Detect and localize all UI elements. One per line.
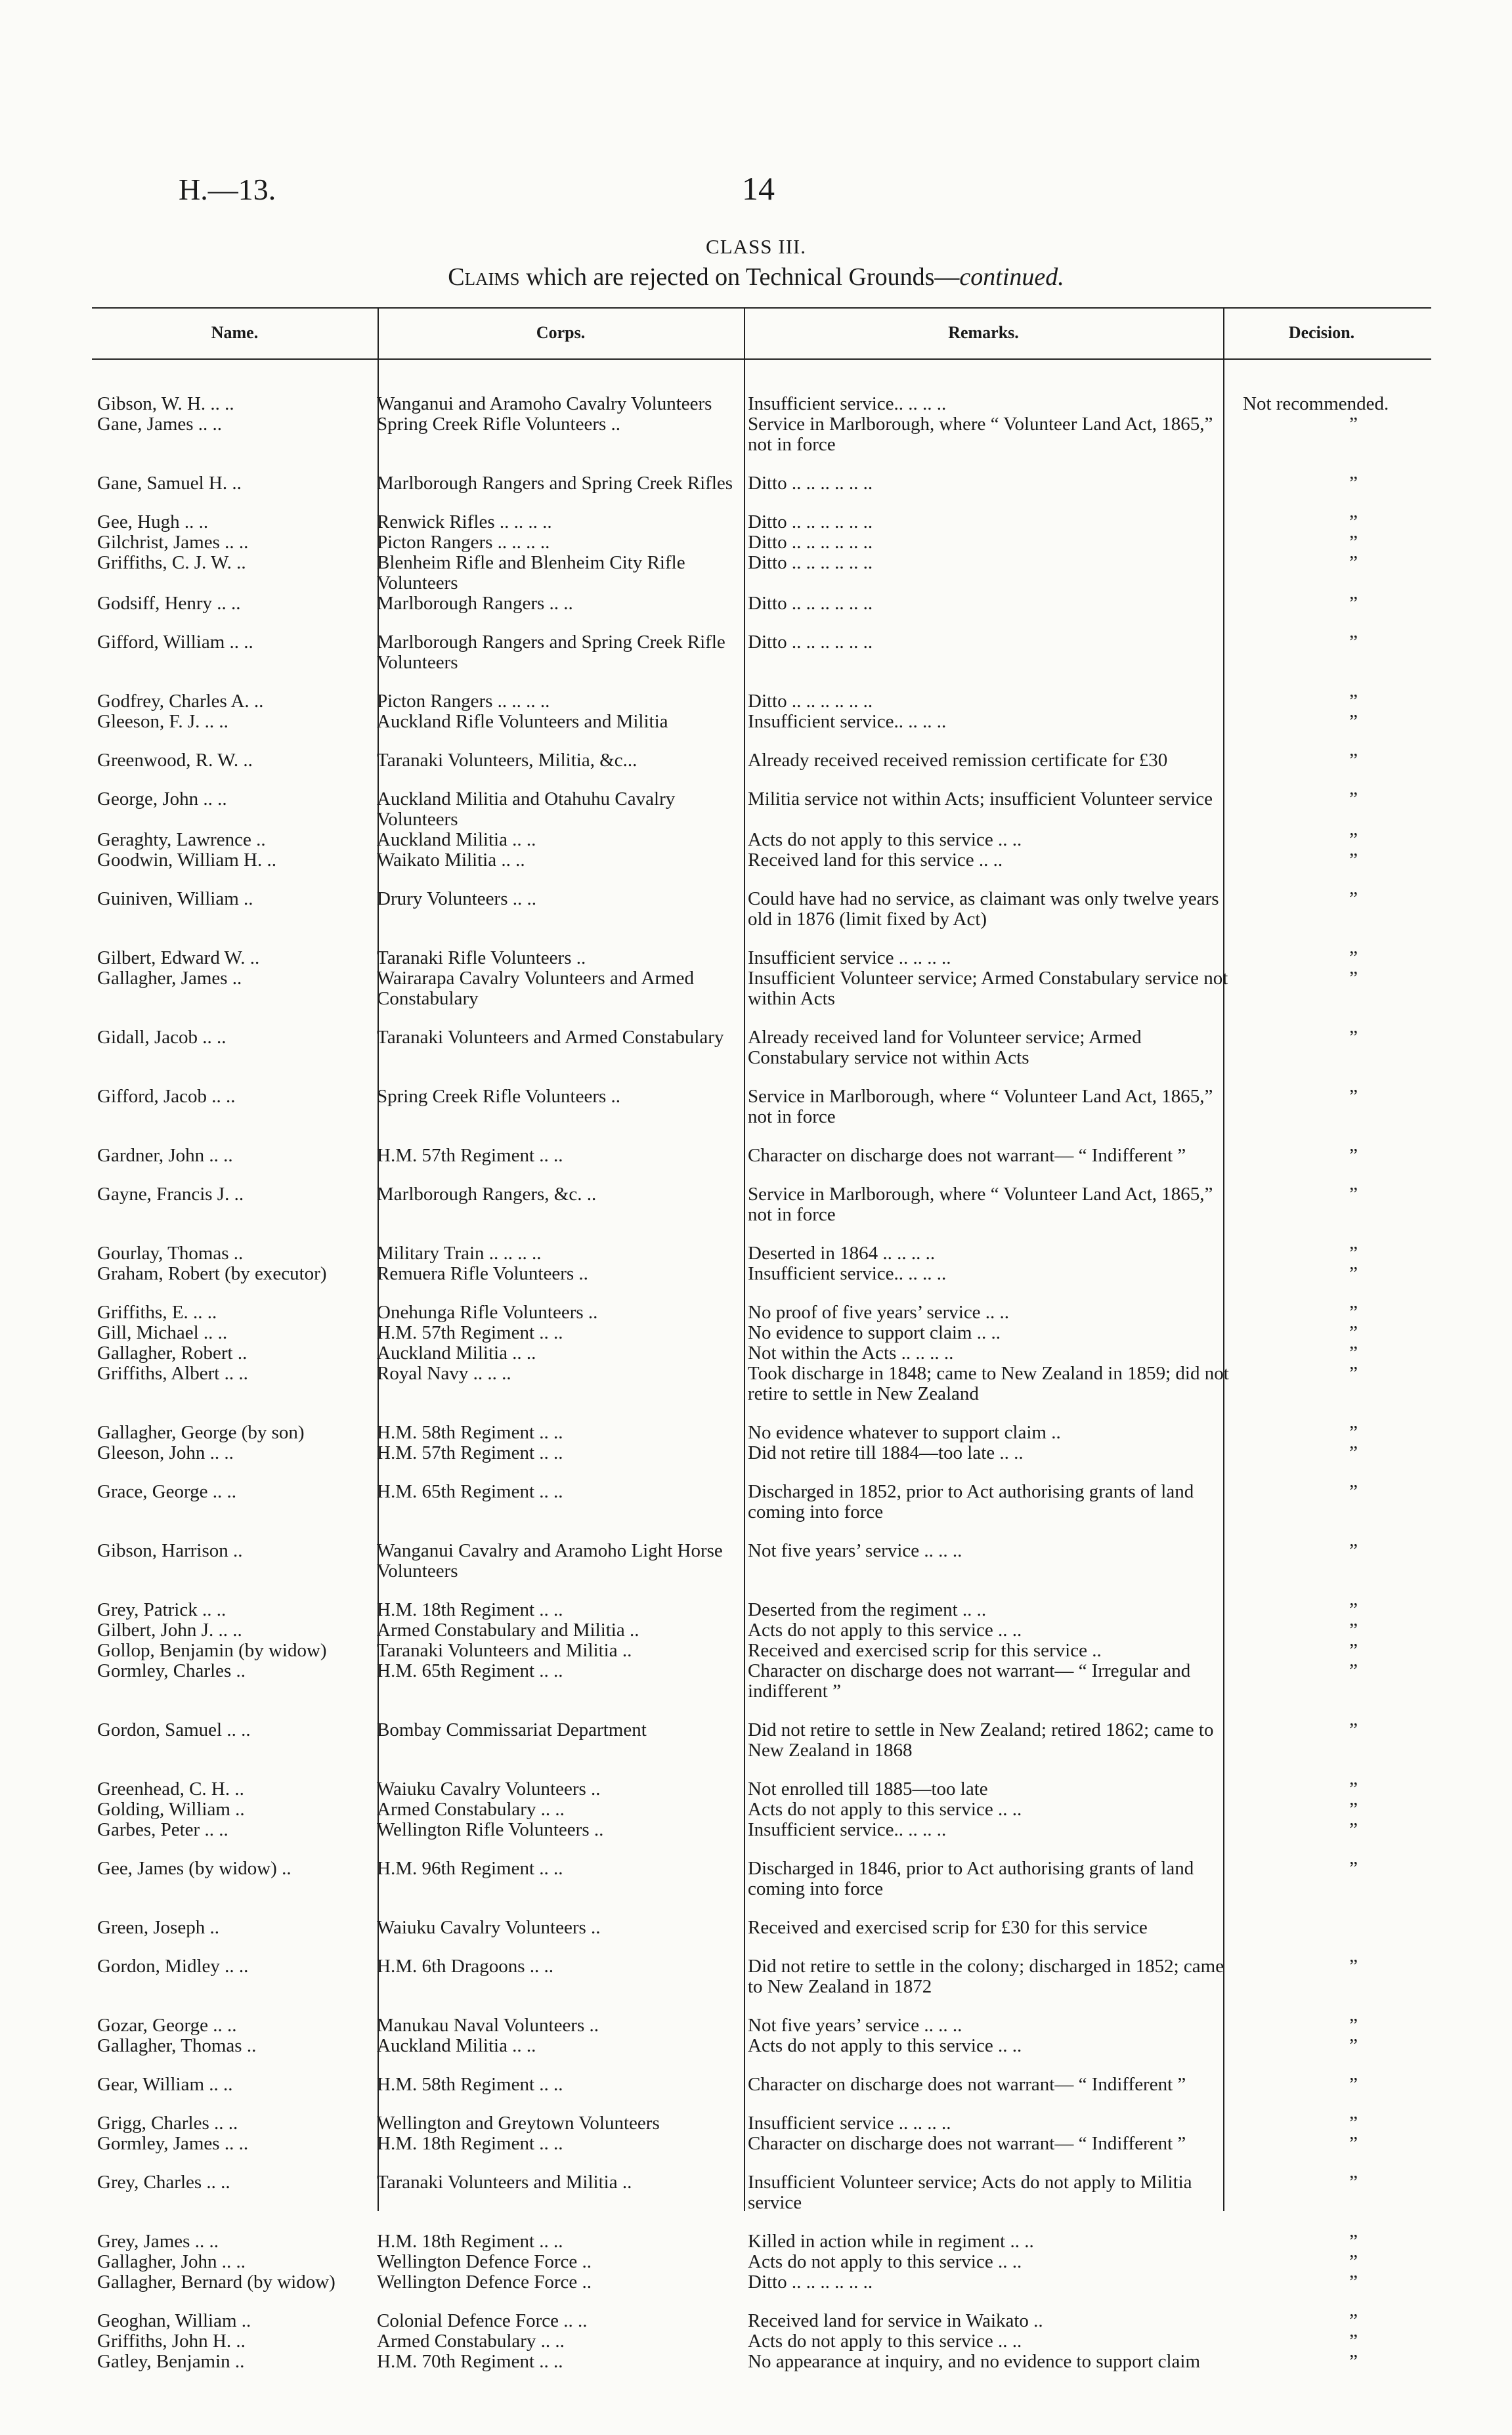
decision-cell: ” (1349, 414, 1358, 435)
corps-cell: H.M. 58th Regiment .. .. (377, 1422, 563, 1443)
claimant-name: Griffiths, Albert .. .. (97, 1364, 248, 1384)
remarks-cell: Could have had no service, as claimant was only twelve years old in 1876 (limit fixed by Act) (748, 888, 1219, 930)
claimant-name: Gatley, Benjamin .. (97, 2352, 245, 2372)
table-row (93, 2056, 1469, 2095)
decision-cell: ” (1349, 1145, 1358, 1166)
table-row (93, 968, 1469, 1009)
table-row (93, 2134, 1469, 2154)
corps-cell: Auckland Militia .. .. (377, 830, 536, 850)
claimant-name: Gill, Michael .. .. (97, 1323, 228, 1343)
corps-cell: Remuera Rifle Volunteers .. (377, 1264, 588, 1284)
table-row (93, 1799, 1469, 1820)
decision-cell: ” (1349, 473, 1358, 494)
decision-cell: ” (1349, 1422, 1358, 1443)
remarks-cell: Militia service not within Acts; insufficient Volunteer service (748, 788, 1213, 809)
claimant-name: Guiniven, William .. (97, 888, 253, 909)
corps-cell: Wellington Defence Force .. (377, 2272, 592, 2293)
remarks-cell: Ditto .. .. .. .. .. .. (748, 632, 873, 653)
claimant-name: Gilbert, Edward W. .. (97, 947, 260, 968)
corps-cell: Colonial Defence Force .. .. (377, 2310, 588, 2331)
claimant-name: Grace, George .. .. (97, 1481, 237, 1502)
decision-cell: ” (1349, 1778, 1358, 1799)
claimant-name: Gear, William .. .. (97, 2074, 233, 2095)
table-row (93, 1899, 1469, 1938)
remarks-cell: Service in Marlborough, where “ Volunteer Land Act, 1865,” not in force (748, 1086, 1213, 1127)
corps-cell: H.M. 65th Regiment .. .. (377, 1481, 563, 1502)
decision-cell: ” (1349, 1599, 1358, 1620)
table-row (93, 1127, 1469, 1166)
decision-cell: ” (1349, 1661, 1358, 1681)
subtitle-claims: Claims (448, 263, 520, 291)
decision-cell: ” (1349, 1027, 1358, 1048)
table-row (93, 1641, 1469, 1661)
remarks-cell: Ditto .. .. .. .. .. .. (748, 532, 873, 553)
table-row (93, 930, 1469, 968)
remarks-cell: Ditto .. .. .. .. .. .. (748, 691, 873, 712)
table-row (93, 1323, 1469, 1343)
corps-cell: H.M. 18th Regiment .. .. (377, 1599, 563, 1620)
claimant-name: Gallagher, James .. (97, 968, 242, 989)
remarks-cell: Acts do not apply to this service .. .. (748, 2331, 1022, 2352)
corps-cell: Taranaki Rifle Volunteers .. (377, 947, 586, 968)
decision-cell: ” (1349, 2074, 1358, 2095)
page-reference: H.—13. (179, 173, 276, 206)
claimant-name: Gallagher, Thomas .. (97, 2036, 257, 2056)
corps-cell: H.M. 65th Regiment .. .. (377, 1661, 563, 1681)
subtitle-continued: continued. (959, 263, 1064, 291)
claimant-name: Gibson, W. H. .. .. (97, 394, 234, 414)
corps-cell: Wellington and Greytown Volunteers (377, 2113, 660, 2134)
corps-cell: Armed Constabulary .. .. (377, 2331, 565, 2352)
claimant-name: Gleeson, John .. .. (97, 1443, 234, 1463)
decision-cell: ” (1349, 2352, 1358, 2372)
decision-cell: ” (1349, 888, 1358, 909)
table-row (93, 1522, 1469, 1582)
claimant-name: Geraghty, Lawrence .. (97, 830, 266, 850)
decision-cell: ” (1349, 830, 1358, 850)
table-row (93, 494, 1469, 532)
decision-cell: ” (1349, 1184, 1358, 1205)
decision-cell: ” (1349, 1264, 1358, 1284)
class-title: CLASS III. (706, 235, 806, 258)
corps-cell: H.M. 6th Dragoons .. .. (377, 1956, 554, 1977)
remarks-cell: Character on discharge does not warrant— “ Indifferent ” (748, 2074, 1186, 2095)
table-row (93, 2154, 1469, 2213)
remarks-cell: Already received received remission certificate for £30 (748, 750, 1168, 771)
remarks-cell: Received and exercised scrip for £30 for this service (748, 1917, 1148, 1938)
remarks-cell: Insufficient Volunteer service; Acts do not apply to Militia service (748, 2172, 1192, 2213)
decision-cell: ” (1349, 750, 1358, 771)
corps-cell: Auckland Militia and Otahuhu Cavalry Volunteers (377, 788, 676, 830)
remarks-cell: Acts do not apply to this service .. .. (748, 830, 1022, 850)
corps-cell: Royal Navy .. .. .. (377, 1364, 511, 1384)
decision-cell: ” (1349, 1799, 1358, 1820)
claimant-name: Gibson, Harrison .. (97, 1540, 243, 1561)
table-row (93, 1997, 1469, 2036)
claimant-name: Gordon, Midley .. .. (97, 1956, 249, 1977)
claimant-name: Gane, James .. .. (97, 414, 223, 435)
remarks-cell: Deserted in 1864 .. .. .. .. (748, 1243, 936, 1264)
remarks-cell: Insufficient Volunteer service; Armed Constabulary service not within Acts (748, 968, 1228, 1009)
corps-cell: Armed Constabulary .. .. (377, 1799, 565, 1820)
decision-cell: ” (1349, 1641, 1358, 1661)
decision-cell: ” (1349, 1343, 1358, 1364)
claimant-name: Gayne, Francis J. .. (97, 1184, 244, 1205)
decision-cell: ” (1349, 1243, 1358, 1264)
decision-cell: ” (1349, 1302, 1358, 1323)
corps-cell: Auckland Militia .. .. (377, 2036, 536, 2056)
claimant-name: Griffiths, C. J. W. .. (97, 553, 246, 573)
decision-cell: ” (1349, 1481, 1358, 1502)
remarks-cell: Already received land for Volunteer service; Armed Constabulary service not within Acts (748, 1027, 1142, 1068)
table-row (93, 2213, 1469, 2252)
table-row (93, 1009, 1469, 1068)
table-row (93, 732, 1469, 771)
remarks-cell: No evidence whatever to support claim .. (748, 1422, 1061, 1443)
remarks-cell: Character on discharge does not warrant— “ Indifferent ” (748, 1145, 1186, 1166)
decision-cell: ” (1349, 632, 1358, 653)
page-number: 14 (742, 170, 775, 207)
corps-cell: Marlborough Rangers and Spring Creek Rifle Volunteers (377, 632, 725, 673)
decision-cell: ” (1349, 593, 1358, 614)
corps-cell: Spring Creek Rifle Volunteers .. (377, 414, 621, 435)
remarks-cell: Not five years’ service .. .. .. (748, 2015, 962, 2036)
claimant-name: Grey, Patrick .. .. (97, 1599, 227, 1620)
table-row (93, 1364, 1469, 1404)
decision-cell: ” (1349, 1719, 1358, 1740)
table-row (93, 1166, 1469, 1225)
corps-cell: Onehunga Rifle Volunteers .. (377, 1302, 598, 1323)
remarks-cell: Ditto .. .. .. .. .. .. (748, 593, 873, 614)
remarks-cell: Discharged in 1846, prior to Act authorising grants of land coming into force (748, 1858, 1194, 1899)
corps-cell: Waiuku Cavalry Volunteers .. (377, 1778, 601, 1799)
remarks-cell: Insufficient service .. .. .. .. (748, 947, 951, 968)
remarks-cell: Insufficient service.. .. .. .. (748, 1820, 947, 1840)
table-subtitle (0, 263, 1512, 291)
subtitle-middle: which are rejected on Technical Grounds— (519, 263, 960, 291)
claimant-name: Greenwood, R. W. .. (97, 750, 253, 771)
decision-cell: ” (1349, 691, 1358, 712)
claimant-name: Golding, William .. (97, 1799, 245, 1820)
table-row (93, 830, 1469, 850)
remarks-cell: Insufficient service.. .. .. .. (748, 1264, 947, 1284)
corps-cell: Waikato Militia .. .. (377, 850, 525, 871)
corps-cell: Armed Constabulary and Militia .. (377, 1620, 639, 1641)
decision-cell: ” (1349, 1956, 1358, 1977)
claims-table-body (93, 394, 1469, 2372)
decision-cell: ” (1349, 2272, 1358, 2293)
claimant-name: Gifford, William .. .. (97, 632, 253, 653)
remarks-cell: Insufficient service.. .. .. .. (748, 394, 947, 414)
decision-cell: ” (1349, 2331, 1358, 2352)
decision-cell: ” (1349, 850, 1358, 871)
remarks-cell: Insufficient service.. .. .. .. (748, 712, 947, 732)
table-row (93, 2331, 1469, 2352)
decision-cell: ” (1349, 2252, 1358, 2272)
claimant-name: Griffiths, John H. .. (97, 2331, 246, 2352)
claimant-name: Garbes, Peter .. .. (97, 1820, 228, 1840)
decision-cell (1234, 1899, 1469, 1938)
remarks-cell: Acts do not apply to this service .. .. (748, 2036, 1022, 2056)
claimant-name: Gormley, James .. .. (97, 2134, 249, 2154)
table-row (93, 1463, 1469, 1522)
table-row (93, 1840, 1469, 1899)
claimant-name: Gallagher, Robert .. (97, 1343, 248, 1364)
corps-cell: H.M. 70th Regiment .. .. (377, 2352, 563, 2372)
corps-cell: Picton Rangers .. .. .. .. (377, 691, 550, 712)
decision-cell: Not recommended. (1243, 394, 1389, 414)
corps-cell: H.M. 18th Regiment .. .. (377, 2231, 563, 2252)
table-row (93, 1661, 1469, 1702)
decision-cell: ” (1349, 788, 1358, 809)
remarks-cell: Ditto .. .. .. .. .. .. (748, 553, 873, 573)
claimant-name: Greenhead, C. H. .. (97, 1778, 244, 1799)
remarks-cell: Not within the Acts .. .. .. .. (748, 1343, 954, 1364)
decision-cell: ” (1349, 1364, 1358, 1384)
claimant-name: Gilchrist, James .. .. (97, 532, 249, 553)
decision-cell: ” (1349, 1620, 1358, 1641)
corps-cell: Marlborough Rangers and Spring Creek Rifles (377, 473, 733, 494)
corps-cell: H.M. 57th Regiment .. .. (377, 1443, 563, 1463)
table-row (93, 850, 1469, 871)
claimant-name: Gardner, John .. .. (97, 1145, 233, 1166)
remarks-cell: Character on discharge does not warrant— “ Indifferent ” (748, 2134, 1186, 2154)
column-header-corps: Corps. (536, 323, 586, 342)
table-row (93, 1820, 1469, 1840)
table-row (93, 771, 1469, 830)
corps-cell: Bombay Commissariat Department (377, 1719, 647, 1740)
corps-cell: H.M. 96th Regiment .. .. (377, 1858, 563, 1879)
corps-cell: Taranaki Volunteers and Armed Constabulary (377, 1027, 724, 1048)
decision-cell: ” (1349, 2134, 1358, 2154)
remarks-cell: Deserted from the regiment .. .. (748, 1599, 987, 1620)
decision-cell: ” (1349, 2231, 1358, 2252)
claimant-name: Gallagher, John .. .. (97, 2252, 246, 2272)
remarks-cell: Discharged in 1852, prior to Act authorising grants of land coming into force (748, 1481, 1194, 1522)
corps-cell: Wellington Rifle Volunteers .. (377, 1820, 604, 1840)
remarks-cell: No evidence to support claim .. .. (748, 1323, 1001, 1343)
table-row (93, 2352, 1469, 2372)
claimant-name: Godfrey, Charles A. .. (97, 691, 264, 712)
claimant-name: Gifford, Jacob .. .. (97, 1086, 236, 1107)
claimant-name: Grey, Charles .. .. (97, 2172, 230, 2193)
claimant-name: Gleeson, F. J. .. .. (97, 712, 228, 732)
remarks-cell: Ditto .. .. .. .. .. .. (748, 511, 873, 532)
claimant-name: Grigg, Charles .. .. (97, 2113, 238, 2134)
claimant-name: Griffiths, E. .. .. (97, 1302, 217, 1323)
table-row (93, 1938, 1469, 1997)
decision-cell: ” (1349, 968, 1358, 989)
table-row (93, 2095, 1469, 2134)
column-header-decision: Decision. (1288, 323, 1355, 342)
remarks-cell: Killed in action while in regiment .. .. (748, 2231, 1034, 2252)
corps-cell: Wanganui and Aramoho Cavalry Volunteers (377, 394, 712, 414)
decision-cell: ” (1349, 1858, 1358, 1879)
decision-cell: ” (1349, 1540, 1358, 1561)
table-row (93, 1264, 1469, 1284)
corps-cell: Spring Creek Rifle Volunteers .. (377, 1086, 621, 1107)
remarks-cell: Service in Marlborough, where “ Volunteer Land Act, 1865,” not in force (748, 414, 1213, 455)
column-header-remarks: Remarks. (948, 323, 1019, 342)
claimant-name: Gidall, Jacob .. .. (97, 1027, 227, 1048)
corps-cell: Taranaki Volunteers and Militia .. (377, 1641, 632, 1661)
decision-cell: ” (1349, 2015, 1358, 2036)
corps-cell: Picton Rangers .. .. .. .. (377, 532, 550, 553)
corps-cell: Wairarapa Cavalry Volunteers and Armed Constabulary (377, 968, 694, 1009)
remarks-cell: Acts do not apply to this service .. .. (748, 2252, 1022, 2272)
table-row (93, 2252, 1469, 2272)
table-row (93, 1343, 1469, 1364)
remarks-cell: Service in Marlborough, where “ Volunteer Land Act, 1865,” not in force (748, 1184, 1213, 1225)
top-rule (92, 307, 1431, 309)
decision-cell: ” (1349, 1820, 1358, 1840)
table-row (93, 871, 1469, 930)
remarks-cell: Received land for this service .. .. (748, 850, 1003, 871)
remarks-cell: Received land for service in Waikato .. (748, 2310, 1043, 2331)
decision-cell: ” (1349, 532, 1358, 553)
corps-cell: Marlborough Rangers, &c. .. (377, 1184, 597, 1205)
decision-cell: ” (1349, 1443, 1358, 1463)
remarks-cell: Took discharge in 1848; came to New Zealand in 1859; did not retire to settle in New Zealand (748, 1364, 1229, 1404)
corps-cell: Wellington Defence Force .. (377, 2252, 592, 2272)
claimant-name: Gilbert, John J. .. .. (97, 1620, 242, 1641)
table-row (93, 1443, 1469, 1463)
corps-cell: Marlborough Rangers .. .. (377, 593, 573, 614)
remarks-cell: Did not retire till 1884—too late .. .. (748, 1443, 1024, 1463)
corps-cell: Taranaki Volunteers, Militia, &c... (377, 750, 637, 771)
table-row (93, 1702, 1469, 1761)
remarks-cell: Acts do not apply to this service .. .. (748, 1799, 1022, 1820)
remarks-cell: Insufficient service .. .. .. .. (748, 2113, 951, 2134)
claimant-name: Gane, Samuel H. .. (97, 473, 242, 494)
table-row (93, 712, 1469, 732)
remarks-cell: Did not retire to settle in the colony; discharged in 1852; came to New Zealand in 1872 (748, 1956, 1224, 1997)
claims-table (93, 394, 1469, 2372)
claimant-name: George, John .. .. (97, 788, 227, 809)
decision-cell: ” (1349, 1086, 1358, 1107)
corps-cell: Renwick Rifles .. .. .. .. (377, 511, 552, 532)
claimant-name: Graham, Robert (by executor) (97, 1264, 327, 1284)
decision-cell: ” (1349, 2036, 1358, 2056)
table-row (93, 2036, 1469, 2056)
table-row (93, 414, 1469, 455)
table-row (93, 394, 1469, 414)
claimant-name: Gourlay, Thomas .. (97, 1243, 244, 1264)
corps-cell: Wanganui Cavalry and Aramoho Light Horse Volunteers (377, 1540, 723, 1582)
corps-cell: Auckland Militia .. .. (377, 1343, 536, 1364)
remarks-cell: Ditto .. .. .. .. .. .. (748, 2272, 873, 2293)
decision-cell: ” (1349, 2113, 1358, 2134)
decision-cell: ” (1349, 947, 1358, 968)
corps-cell: Manukau Naval Volunteers .. (377, 2015, 599, 2036)
remarks-cell: Not five years’ service .. .. .. (748, 1540, 962, 1561)
table-row (93, 614, 1469, 673)
table-row (93, 2272, 1469, 2293)
corps-cell: Taranaki Volunteers and Militia .. (377, 2172, 632, 2193)
remarks-cell: Did not retire to settle in New Zealand; retired 1862; came to New Zealand in 1868 (748, 1719, 1214, 1761)
claimant-name: Gee, James (by widow) .. (97, 1858, 292, 1879)
corps-cell: H.M. 57th Regiment .. .. (377, 1145, 563, 1166)
table-row (93, 455, 1469, 494)
corps-cell: Waiuku Cavalry Volunteers .. (377, 1917, 601, 1938)
claimant-name: Gollop, Benjamin (by widow) (97, 1641, 327, 1661)
claimant-name: Green, Joseph .. (97, 1917, 220, 1938)
corps-cell: Drury Volunteers .. .. (377, 888, 536, 909)
table-row (93, 1284, 1469, 1323)
header-rule (92, 358, 1431, 360)
remarks-cell: Not enrolled till 1885—too late (748, 1778, 988, 1799)
decision-cell: ” (1349, 2310, 1358, 2331)
remarks-cell: Ditto .. .. .. .. .. .. (748, 473, 873, 494)
claimant-name: Godsiff, Henry .. .. (97, 593, 241, 614)
table-row (93, 673, 1469, 712)
claimant-name: Gordon, Samuel .. .. (97, 1719, 251, 1740)
table-row (93, 553, 1469, 593)
remarks-cell: No proof of five years’ service .. .. (748, 1302, 1010, 1323)
corps-cell: Auckland Rifle Volunteers and Militia (377, 712, 668, 732)
table-row (93, 593, 1469, 614)
claimant-name: Geoghan, William .. (97, 2310, 251, 2331)
claimant-name: Gee, Hugh .. .. (97, 511, 209, 532)
remarks-cell: Received and exercised scrip for this service .. (748, 1641, 1102, 1661)
remarks-cell: Character on discharge does not warrant— “ Irregular and indifferent ” (748, 1661, 1191, 1702)
claimant-name: Gallagher, George (by son) (97, 1422, 305, 1443)
table-row (93, 1761, 1469, 1799)
table-row (93, 1068, 1469, 1127)
claimant-name: Gormley, Charles .. (97, 1661, 246, 1681)
claimant-name: Grey, James .. .. (97, 2231, 219, 2252)
decision-cell: ” (1349, 712, 1358, 732)
remarks-cell: Acts do not apply to this service .. .. (748, 1620, 1022, 1641)
decision-cell: ” (1349, 2172, 1358, 2193)
corps-cell: Military Train .. .. .. .. (377, 1243, 542, 1264)
decision-cell: ” (1349, 553, 1358, 573)
table-row (93, 1225, 1469, 1264)
table-row (93, 1404, 1469, 1443)
remarks-cell: No appearance at inquiry, and no evidence to support claim (748, 2352, 1201, 2372)
claimant-name: Gallagher, Bernard (by widow) (97, 2272, 335, 2293)
table-row (93, 2293, 1469, 2331)
table-row (93, 1582, 1469, 1620)
decision-cell: ” (1349, 511, 1358, 532)
corps-cell: H.M. 57th Regiment .. .. (377, 1323, 563, 1343)
corps-cell: H.M. 18th Regiment .. .. (377, 2134, 563, 2154)
claimant-name: Gozar, George .. .. (97, 2015, 237, 2036)
corps-cell: Blenheim Rifle and Blenheim City Rifle Volunteers (377, 553, 685, 593)
claimant-name: Goodwin, William H. .. (97, 850, 276, 871)
decision-cell: ” (1349, 1323, 1358, 1343)
table-row (93, 532, 1469, 553)
column-header-name: Name. (211, 323, 259, 342)
corps-cell: H.M. 58th Regiment .. .. (377, 2074, 563, 2095)
table-row (93, 1620, 1469, 1641)
